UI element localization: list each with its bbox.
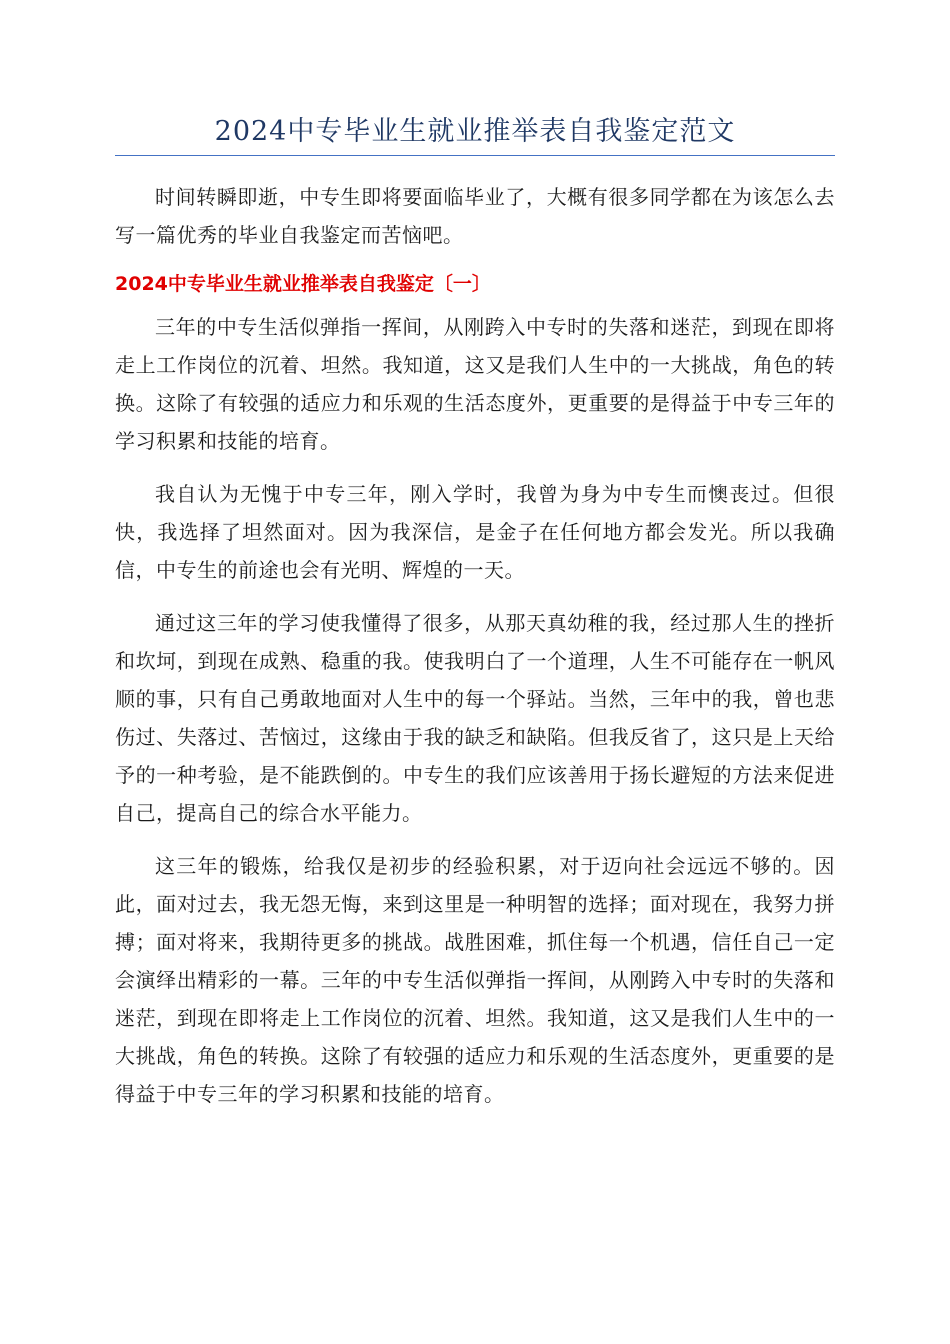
section-heading: 2024中专毕业生就业推举表自我鉴定〔一〕 xyxy=(115,273,491,295)
intro-paragraph: 时间转瞬即逝，中专生即将要面临毕业了，大概有很多同学都在为该怎么去写一篇优秀的毕业自我鉴定而苦恼吧。 xyxy=(115,185,835,247)
document-body xyxy=(115,178,835,1113)
title-underline xyxy=(115,155,835,156)
body-paragraph-1: 三年的中专生活似弹指一挥间，从刚跨入中专时的失落和迷茫，到现在即将走上工作岗位的沉着、坦然。我知道，这又是我们人生中的一大挑战，角色的转换。这除了有较强的适应力和乐观的生活态度外，更重要的是得益于中专三年的学习积累和技能的培育。 xyxy=(115,315,835,453)
body-paragraph-4: 这三年的锻炼，给我仅是初步的经验积累，对于迈向社会远远不够的。因此，面对过去，我无怨无悔，来到这里是一种明智的选择；面对现在，我努力拼搏；面对将来，我期待更多的挑战。战胜困难，抓住每一个机遇，信任自己一定会演绎出精彩的一幕。三年的中专生活似弹指一挥间，从刚跨入中专时的失落和迷茫，到现在即将走上工作岗位的沉着、坦然。我知道，这又是我们人生中的一大挑战，角色的转换。这除了有较强的适应力和乐观的生活态度外，更重要的是得益于中专三年的学习积累和技能的培育。 xyxy=(115,854,835,1106)
document-title: 2024中专毕业生就业推举表自我鉴定范文 xyxy=(214,116,736,147)
body-paragraph-3: 通过这三年的学习使我懂得了很多，从那天真幼稚的我，经过那人生的挫折和坎坷，到现在成熟、稳重的我。使我明白了一个道理，人生不可能存在一帆风顺的事，只有自己勇敢地面对人生中的每一个驿站。当然，三年中的我，曾也悲伤过、失落过、苦恼过，这缘由于我的缺乏和缺陷。但我反省了，这只是上天给予的一种考验，是不能跌倒的。中专生的我们应该善用于扬长避短的方法来促进自己，提高自己的综合水平能力。 xyxy=(115,611,835,825)
body-paragraph-2: 我自认为无愧于中专三年，刚入学时，我曾为身为中专生而懊丧过。但很快，我选择了坦然面对。因为我深信，是金子在任何地方都会发光。所以我确信，中专生的前途也会有光明、辉煌的一天。 xyxy=(115,482,835,582)
